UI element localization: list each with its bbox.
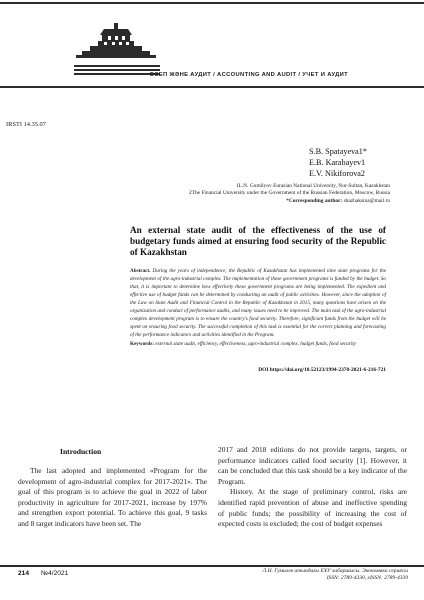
section-label: ЕСЕП ЖӘНЕ АУДИТ / ACCOUNTING AND AUDIT / УЧЕТ И АУДИТ (150, 72, 349, 78)
header-top-rule (0, 2, 424, 4)
corresponding-label: *Corresponding author: (286, 197, 343, 204)
journal-name: Л.Н. Гумилев атындағы ЕҰУ хабаршысы. Экономика сериясы (262, 568, 408, 574)
affiliation-2: 2The Financial University under the Government of the Russian Federation, Moscow, Russia (188, 190, 390, 197)
doi (258, 367, 386, 373)
affiliation-1: 1L.N. Gumilyov Eurasian National University, Nur-Sultan, Kazakhstan (235, 183, 390, 189)
keywords-label: Keywords: (130, 341, 154, 347)
abstract (130, 267, 386, 339)
header-section-rule (0, 86, 424, 88)
intro-left-paragraph: The last adopted and implemented «Program for the development of agro-industrial complex for 2017-2021». The goal of this program is to achieve the goal in 2022 of labor productivity in agriculture for 2017-2021, increase by 197% and strengthen export potential. To achieve this goal, 9 tasks and 8 target indicators have been set. The (18, 466, 207, 528)
author-3: E.V. Nikiforova2 (309, 169, 366, 178)
author-2: E.B. Karabayev1 (309, 158, 366, 167)
author-list (309, 146, 367, 179)
article-title: An external state audit of the effectiveness of the use of budgetary funds aimed at ensuring food security of the Republic of Kazakhstan (130, 225, 386, 257)
issue-number: №4/2021 (41, 570, 69, 577)
irsti-code: IRSTI 14.35.07 (6, 121, 46, 128)
affiliations (189, 183, 390, 205)
journal-issn: ISSN: 2789-4330, eISSN: 2789-4339 (326, 575, 408, 582)
intro-right-paragraph-1: 2017 and 2018 editions do not provide targets, targets, or performance indicators called food security [1]. However, it can be concluded that this task should be a key indicator of the Program. (218, 445, 407, 486)
corresponding-author (189, 198, 390, 205)
footer-rule (0, 565, 424, 567)
page-number: 214 (18, 570, 30, 577)
corresponding-email[interactable]: shazhaksina@mail.ru (343, 197, 390, 204)
intro-right-paragraph-2: History. At the stage of preliminary control, risks are identified rapid prevention of abuse and ineffective spending of public funds; the possibility of increasing the cost of expected costs is excluded; the cost of budget expenses (218, 487, 407, 529)
journal-footer (263, 568, 408, 583)
abstract-label: Abstract. (130, 268, 151, 274)
journal-logo-icon (74, 21, 160, 83)
author-1: S.B. Spatayeva1* (309, 147, 367, 156)
keywords (130, 341, 386, 349)
keywords-text: external state audit, efficiency, effectiveness, agro-industrial complex, budget funds, food security (155, 341, 356, 347)
abstract-text: During the years of independence, the Republic of Kazakhstan has implemented nine state programs for the development of the agro-industrial complex. The implementation of these government programs is funded by the budget. So that, it is important to determine how effectively these government programs are being implemented. The expedient and effective use of budget funds can be determined by conducting an audit of public activities. However, since the adoption of the Law on State Audit and Financial Control in the Republic of Kazakhstan in 2015, many questions have arisen on the organization and conduct of performance audits, and many issues need to be improved. The main task of the agro-industrial complex development program is to ensure the country's food security. Therefore, significant funds from the budget will be spent on ensuring food security. The successful completion of this task is essential for the correct planning and forecasting of the performance indicators and activities identified in the Program. (130, 268, 386, 339)
doi-label: DOI (258, 367, 269, 373)
intro-left-column (18, 466, 207, 530)
doi-link[interactable]: https://doi.org/10.52123/1994-2370-2021-6-216-721 (269, 367, 386, 373)
intro-right-column (218, 445, 407, 530)
intro-heading: Introduction (60, 447, 102, 456)
